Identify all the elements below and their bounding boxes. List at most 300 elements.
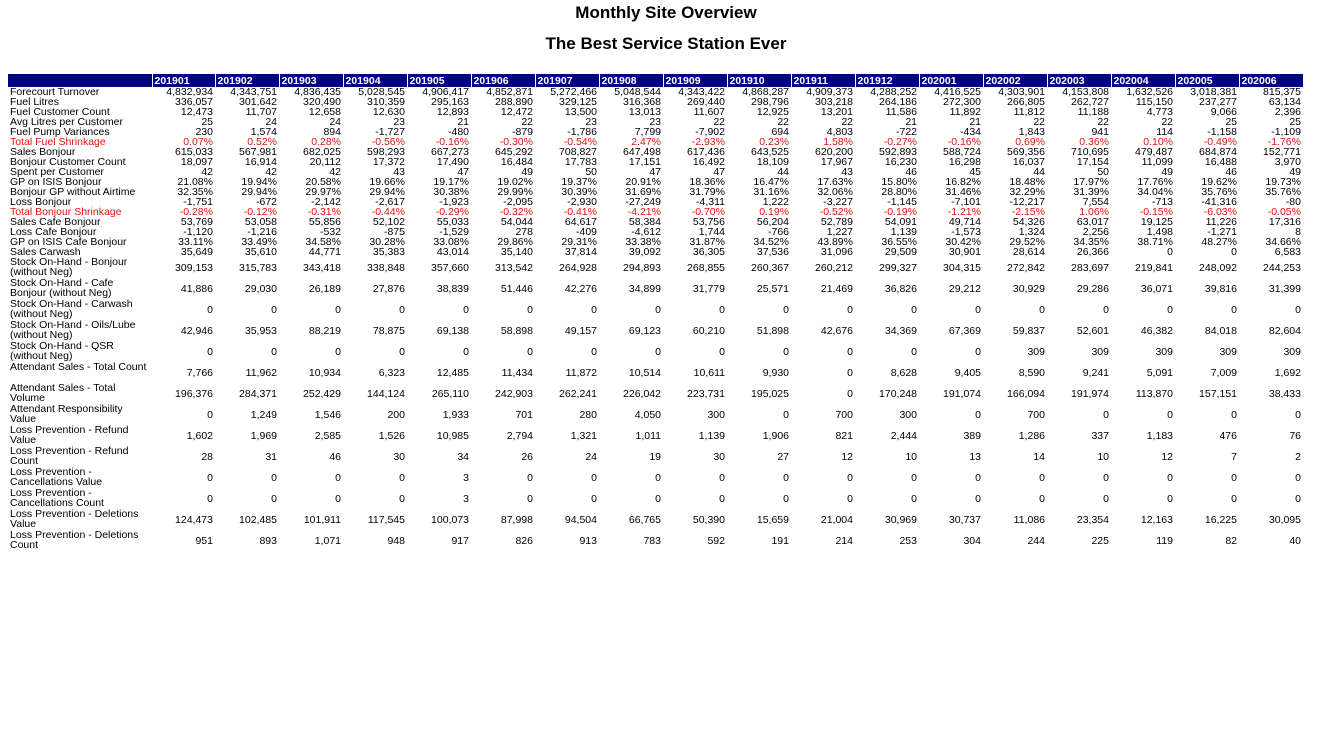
cell-value: 4,906,417	[422, 87, 469, 97]
cell-value: -1.21%	[947, 207, 981, 217]
cell-value: 47	[649, 167, 661, 177]
cell-value: 55,033	[436, 217, 469, 227]
cell-value: 45	[969, 167, 981, 177]
cell-value: 16,488	[1204, 157, 1237, 167]
cell-value: -1.76%	[1267, 137, 1301, 147]
cell-value: 23	[393, 117, 405, 127]
cell-value: 0	[1231, 471, 1237, 484]
table-row	[8, 237, 1303, 247]
cell-value: 682,025	[303, 147, 341, 157]
cell-value: 4,050	[634, 408, 661, 421]
cell-value: 11,434	[501, 366, 533, 379]
cell-value: 12,473	[180, 107, 213, 117]
cell-value: 49,157	[564, 324, 597, 337]
cell-value: 32.35%	[177, 187, 213, 197]
cell-value: -1,216	[247, 227, 277, 237]
cell-value: 0	[911, 471, 917, 484]
cell-value: 31,779	[692, 282, 725, 295]
cell-value: 88,219	[308, 324, 341, 337]
cell-value: -0.28%	[179, 207, 213, 217]
cell-value: 30.42%	[945, 237, 981, 247]
cell-value: 43	[393, 167, 405, 177]
cell-value: 7,766	[186, 366, 213, 379]
cell-value: 17,967	[820, 157, 853, 167]
cell-value: 19.02%	[497, 177, 533, 187]
cell-value: 87,998	[500, 513, 533, 526]
cell-value: 82,604	[1268, 324, 1301, 337]
cell-value: 266,805	[1007, 97, 1045, 107]
cell-value: 1,906	[762, 429, 789, 442]
cell-value: -0.27%	[883, 137, 917, 147]
cell-value: 44,771	[308, 247, 341, 257]
cell-value: -0.44%	[371, 207, 405, 217]
cell-value: 0	[335, 303, 341, 316]
cell-value: 42,676	[820, 324, 853, 337]
table-row	[8, 217, 1303, 227]
cell-value: 58,384	[628, 217, 661, 227]
cell-value: -672	[255, 197, 277, 207]
cell-value: -4,311	[696, 197, 725, 207]
cell-value: 479,487	[1135, 147, 1173, 157]
cell-value: 34.35%	[1073, 237, 1109, 247]
cell-value: -6.03%	[1203, 207, 1237, 217]
table-row	[8, 117, 1303, 127]
row-label: Avg Litres per Customer	[10, 117, 124, 127]
cell-value: 0	[911, 345, 917, 358]
cell-value: -4,612	[631, 227, 661, 237]
cell-value: -2,142	[311, 197, 341, 207]
cell-value: 9,405	[954, 366, 981, 379]
cell-value: 248,092	[1199, 261, 1237, 274]
cell-value: 0	[591, 345, 597, 358]
cell-value: -1,120	[183, 227, 213, 237]
cell-value: 336,057	[175, 97, 213, 107]
cell-value: 24	[265, 117, 277, 127]
cell-value: 34,899	[628, 282, 661, 295]
cell-value: -7,902	[695, 127, 725, 137]
cell-value: 2,585	[314, 429, 341, 442]
column-header: 202001	[919, 74, 983, 87]
cell-value: 59,837	[1012, 324, 1045, 337]
cell-value: 23	[585, 117, 597, 127]
cell-value: 3,018,381	[1190, 87, 1237, 97]
cell-value: 42	[329, 167, 341, 177]
cell-value: 29.97%	[305, 187, 341, 197]
column-header: 201910	[727, 74, 791, 87]
cell-value: 0	[271, 471, 277, 484]
cell-value: 4,773	[1146, 107, 1173, 117]
cell-value: 1,574	[250, 127, 277, 137]
cell-value: 30	[713, 450, 725, 463]
cell-value: 309	[1219, 345, 1237, 358]
cell-value: 710,695	[1071, 147, 1109, 157]
cell-value: 16,037	[1012, 157, 1045, 167]
cell-value: 315,783	[239, 261, 277, 274]
cell-value: 17.63%	[817, 177, 853, 187]
cell-value: 16,225	[1204, 513, 1237, 526]
cell-value: 309	[1027, 345, 1045, 358]
cell-value: 152,771	[1263, 147, 1301, 157]
cell-value: 35,649	[180, 247, 213, 257]
cell-value: -713	[1151, 197, 1173, 207]
cell-value: 16.47%	[753, 177, 789, 187]
cell-value: 34.66%	[1265, 237, 1301, 247]
cell-value: -2.93%	[691, 137, 725, 147]
cell-value: 917	[451, 534, 469, 547]
cell-value: 30,095	[1268, 513, 1301, 526]
cell-value: -1,727	[375, 127, 405, 137]
cell-value: 33.49%	[241, 237, 277, 247]
header-corner	[8, 74, 152, 87]
cell-value: 1,139	[890, 227, 917, 237]
table-row	[8, 197, 1303, 207]
cell-value: 0	[1039, 471, 1045, 484]
cell-value: 29.31%	[561, 237, 597, 247]
cell-value: 0	[463, 345, 469, 358]
cell-value: 2,256	[1082, 227, 1109, 237]
cell-value: -1,786	[567, 127, 597, 137]
cell-value: 667,273	[431, 147, 469, 157]
cell-value: 0	[399, 471, 405, 484]
cell-value: 298,796	[751, 97, 789, 107]
cell-value: 569,356	[1007, 147, 1045, 157]
cell-value: 329,125	[559, 97, 597, 107]
table-row	[8, 509, 1303, 530]
cell-value: 26	[521, 450, 533, 463]
cell-value: 20,112	[309, 157, 341, 167]
cell-value: 288,890	[495, 97, 533, 107]
column-header: 201906	[471, 74, 535, 87]
cell-value: 708,827	[559, 147, 597, 157]
cell-value: 0	[975, 471, 981, 484]
cell-value: 941	[1091, 127, 1109, 137]
cell-value: 9,930	[762, 366, 789, 379]
cell-value: 0	[1295, 492, 1301, 505]
row-label: GP on ISIS Bonjour	[10, 177, 102, 187]
cell-value: 1,139	[698, 429, 725, 442]
cell-value: 0	[591, 471, 597, 484]
cell-value: 1,602	[186, 429, 213, 442]
row-label: Attendant Sales - Total Volume	[10, 383, 116, 404]
cell-value: 272,300	[943, 97, 981, 107]
cell-value: -1,751	[183, 197, 213, 207]
cell-value: 17,151	[628, 157, 661, 167]
cell-value: 39,092	[628, 247, 661, 257]
cell-value: 42	[201, 167, 213, 177]
cell-value: 10	[905, 450, 917, 463]
cell-value: -0.19%	[883, 207, 917, 217]
cell-value: 269,440	[687, 97, 725, 107]
cell-value: 951	[195, 534, 213, 547]
cell-value: 46,382	[1140, 324, 1173, 337]
cell-value: 42,946	[180, 324, 213, 337]
column-header: 201904	[343, 74, 407, 87]
cell-value: 0	[847, 345, 853, 358]
cell-value: 0.10%	[1143, 137, 1173, 147]
cell-value: 6,583	[1274, 247, 1301, 257]
cell-value: 5,272,466	[550, 87, 597, 97]
cell-value: 195,025	[751, 387, 789, 400]
row-label: Attendant Responsibility Value	[10, 404, 123, 425]
cell-value: 16,298	[948, 157, 981, 167]
cell-value: 19.66%	[369, 177, 405, 187]
cell-value: 9,241	[1082, 366, 1109, 379]
cell-value: 15.80%	[881, 177, 917, 187]
cell-value: 12,472	[500, 107, 533, 117]
cell-value: 0	[975, 408, 981, 421]
cell-value: 0	[783, 471, 789, 484]
row-label: Loss Prevention - Cancellations Value	[10, 467, 103, 488]
row-label: Fuel Litres	[10, 97, 60, 107]
cell-value: 280	[579, 408, 597, 421]
cell-value: 35,953	[244, 324, 277, 337]
cell-value: -0.56%	[371, 137, 405, 147]
cell-value: 0	[719, 471, 725, 484]
cell-value: 283,697	[1071, 261, 1109, 274]
cell-value: 4,303,901	[998, 87, 1045, 97]
cell-value: 0	[399, 345, 405, 358]
cell-value: 4,803	[826, 127, 853, 137]
cell-value: 50	[585, 167, 597, 177]
cell-value: 1,692	[1274, 366, 1301, 379]
cell-value: 3	[463, 471, 469, 484]
cell-value: 592,893	[879, 147, 917, 157]
cell-value: 11,607	[693, 107, 725, 117]
cell-value: 17.76%	[1137, 177, 1173, 187]
cell-value: 244	[1027, 534, 1045, 547]
cell-value: 56,204	[756, 217, 789, 227]
cell-value: 893	[259, 534, 277, 547]
cell-value: 2,444	[890, 429, 917, 442]
table-row	[8, 341, 1303, 362]
table-body	[8, 87, 1303, 551]
cell-value: 54,091	[884, 217, 917, 227]
row-label: Sales Bonjour	[10, 147, 76, 157]
cell-value: 14	[1033, 450, 1045, 463]
cell-value: 38.71%	[1137, 237, 1173, 247]
cell-value: 0	[1103, 408, 1109, 421]
cell-value: 299,327	[879, 261, 917, 274]
cell-value: 11,872	[565, 366, 597, 379]
cell-value: 12,893	[436, 107, 469, 117]
cell-value: 39,816	[1204, 282, 1237, 295]
cell-value: 0	[783, 492, 789, 505]
cell-value: -0.31%	[307, 207, 341, 217]
cell-value: 252,429	[303, 387, 341, 400]
cell-value: 20.91%	[625, 177, 661, 187]
row-label: Loss Prevention - Deletions Count	[10, 530, 139, 551]
cell-value: 0	[207, 471, 213, 484]
cell-value: 170,248	[879, 387, 917, 400]
cell-value: 1,546	[314, 408, 341, 421]
cell-value: -2,095	[503, 197, 533, 207]
cell-value: 0	[911, 303, 917, 316]
cell-value: 309	[1091, 345, 1109, 358]
cell-value: 821	[835, 429, 853, 442]
table-row	[8, 278, 1303, 299]
cell-value: 0	[1295, 471, 1301, 484]
cell-value: 21,004	[820, 513, 853, 526]
cell-value: 19.73%	[1265, 177, 1301, 187]
cell-value: 5,091	[1146, 366, 1173, 379]
cell-value: 0	[719, 492, 725, 505]
cell-value: 44	[777, 167, 789, 177]
row-label: Loss Prevention - Deletions Value	[10, 509, 139, 530]
header-row	[8, 74, 1303, 87]
cell-value: 28,614	[1012, 247, 1045, 257]
cell-value: 43	[841, 167, 853, 177]
row-label: Stock On-Hand - QSR (without Neg)	[10, 341, 114, 362]
cell-value: 1,933	[442, 408, 469, 421]
cell-value: 53,769	[180, 217, 213, 227]
cell-value: 40	[1289, 534, 1301, 547]
cell-value: 0	[1167, 492, 1173, 505]
cell-value: 617,436	[687, 147, 725, 157]
cell-value: 31,399	[1268, 282, 1301, 295]
cell-value: 476	[1219, 429, 1237, 442]
cell-value: 11,586	[885, 107, 917, 117]
cell-value: 48.27%	[1201, 237, 1237, 247]
cell-value: 242,903	[495, 387, 533, 400]
row-label: Loss Prevention - Cancellations Count	[10, 488, 104, 509]
cell-value: -0.49%	[1203, 137, 1237, 147]
cell-value: 598,293	[367, 147, 405, 157]
cell-value: 24	[585, 450, 597, 463]
cell-value: 31.39%	[1073, 187, 1109, 197]
cell-value: 22	[521, 117, 533, 127]
column-header: 202005	[1175, 74, 1239, 87]
cell-value: 0	[527, 492, 533, 505]
cell-value: 815,375	[1263, 87, 1301, 97]
cell-value: 309	[1155, 345, 1173, 358]
cell-value: 21,469	[820, 282, 853, 295]
cell-value: 53,756	[692, 217, 725, 227]
cell-value: 11,892	[949, 107, 981, 117]
cell-value: 8,590	[1018, 366, 1045, 379]
row-label: Spent per Customer	[10, 167, 104, 177]
cell-value: 18,097	[180, 157, 213, 167]
cell-value: 191,074	[943, 387, 981, 400]
cell-value: 30.39%	[561, 187, 597, 197]
cell-value: 701	[515, 408, 533, 421]
cell-value: 30,929	[1012, 282, 1045, 295]
cell-value: 1,227	[826, 227, 853, 237]
row-label: Total Bonjour Shrinkage	[10, 207, 122, 217]
cell-value: -1,158	[1207, 127, 1237, 137]
cell-value: -12,217	[1009, 197, 1045, 207]
cell-value: 11,962	[245, 366, 277, 379]
cell-value: 12	[841, 450, 853, 463]
cell-value: 0.69%	[1015, 137, 1045, 147]
cell-value: 32.29%	[1009, 187, 1045, 197]
cell-value: 230	[195, 127, 213, 137]
cell-value: 27	[777, 450, 789, 463]
cell-value: -722	[895, 127, 917, 137]
table-row	[8, 147, 1303, 157]
table-row	[8, 320, 1303, 341]
cell-value: 320,490	[303, 97, 341, 107]
cell-value: 4,416,525	[934, 87, 981, 97]
cell-value: -434	[959, 127, 981, 137]
cell-value: 22	[1097, 117, 1109, 127]
cell-value: 0	[271, 345, 277, 358]
cell-value: 52,789	[820, 217, 853, 227]
cell-value: 53,058	[244, 217, 277, 227]
cell-value: 21	[457, 117, 469, 127]
cell-value: 1,222	[762, 197, 789, 207]
cell-value: 22	[777, 117, 789, 127]
cell-value: 51,446	[500, 282, 533, 295]
cell-value: 1,286	[1018, 429, 1045, 442]
cell-value: 19	[649, 450, 661, 463]
cell-value: -0.70%	[691, 207, 725, 217]
cell-value: 11,707	[245, 107, 277, 117]
cell-value: 16,914	[244, 157, 277, 167]
cell-value: 49,714	[948, 217, 981, 227]
cell-value: 10,985	[436, 429, 469, 442]
cell-value: 23	[649, 117, 661, 127]
cell-value: 0	[463, 303, 469, 316]
column-header: 201901	[152, 74, 215, 87]
table-row	[8, 97, 1303, 107]
cell-value: 310,359	[367, 97, 405, 107]
cell-value: 7,799	[634, 127, 661, 137]
cell-value: 295,163	[431, 97, 469, 107]
cell-value: 44	[1033, 167, 1045, 177]
table-row	[8, 383, 1303, 404]
cell-value: 0	[1039, 303, 1045, 316]
cell-value: 31.79%	[689, 187, 725, 197]
table-row	[8, 87, 1303, 97]
cell-value: 8	[1295, 227, 1301, 237]
cell-value: 309	[1283, 345, 1301, 358]
cell-value: 0	[1103, 303, 1109, 316]
cell-value: 1,324	[1018, 227, 1045, 237]
cell-value: 200	[387, 408, 405, 421]
cell-value: 1.58%	[823, 137, 853, 147]
cell-value: 30	[393, 450, 405, 463]
cell-value: 0	[1039, 492, 1045, 505]
cell-value: 12,163	[1140, 513, 1173, 526]
column-header: 201908	[599, 74, 663, 87]
cell-value: -41,316	[1201, 197, 1237, 207]
cell-value: 684,874	[1199, 147, 1237, 157]
cell-value: 0	[783, 303, 789, 316]
cell-value: 11,086	[1013, 513, 1045, 526]
cell-value: 30.28%	[369, 237, 405, 247]
cell-value: 52,601	[1076, 324, 1109, 337]
cell-value: 114	[1156, 127, 1173, 137]
cell-value: 223,731	[687, 387, 725, 400]
cell-value: 94,504	[564, 513, 597, 526]
cell-value: 34.58%	[305, 237, 341, 247]
row-label: Bonjour Customer Count	[10, 157, 126, 167]
cell-value: 225	[1091, 534, 1109, 547]
cell-value: 31.46%	[945, 187, 981, 197]
cell-value: 84,018	[1204, 324, 1237, 337]
cell-value: 17.97%	[1073, 177, 1109, 187]
cell-value: 16,484	[500, 157, 533, 167]
cell-value: 278	[515, 227, 533, 237]
cell-value: 0	[1231, 408, 1237, 421]
table-row	[8, 488, 1303, 509]
cell-value: 0	[335, 345, 341, 358]
cell-value: 34.04%	[1137, 187, 1173, 197]
cell-value: 316,368	[623, 97, 661, 107]
cell-value: 5,048,544	[614, 87, 661, 97]
cell-value: 33.08%	[433, 237, 469, 247]
cell-value: 253	[899, 534, 917, 547]
